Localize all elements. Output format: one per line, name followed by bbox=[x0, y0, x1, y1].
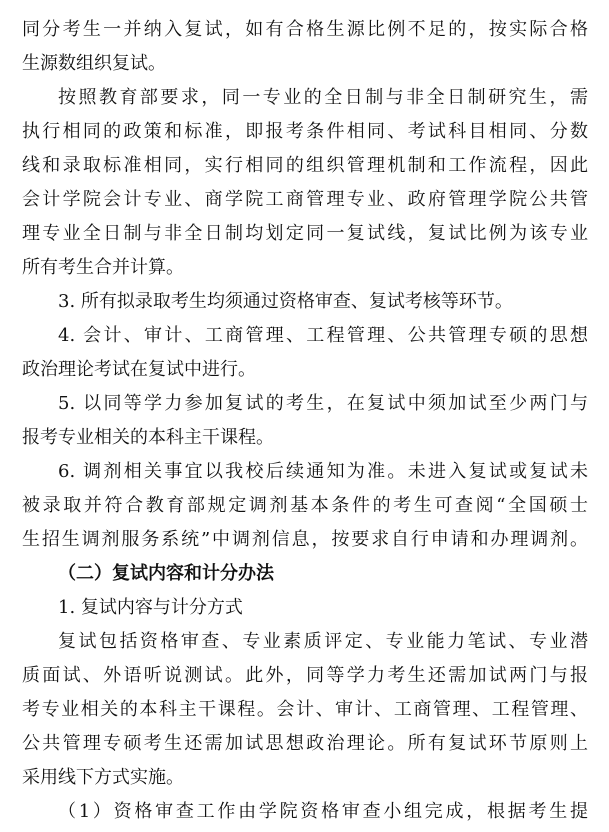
list-item: 3. 所有拟录取考生均须通过资格审查、复试考核等环节。 bbox=[58, 291, 513, 312]
paragraph-line: 政治理论考试在复试中进行。 bbox=[22, 359, 256, 380]
paragraph-line: 采用线下方式实施。 bbox=[22, 767, 184, 788]
paragraph-line: 考专业相关的本科主干课程。会计、审计、工商管理、工程管理、 bbox=[22, 699, 588, 720]
paragraph-line: 执行相同的政策和标准，即报考条件相同、考试科目相同、分数 bbox=[22, 121, 588, 142]
list-item: 6. 调剂相关事宜以我校后续通知为准。未进入复试或复试未 bbox=[58, 461, 588, 482]
list-item: 4. 会计、审计、工商管理、工程管理、公共管理专硕的思想 bbox=[58, 325, 588, 346]
paragraph-line: 生源数组织复试。 bbox=[22, 53, 166, 74]
paragraph-line: 质面试、外语听说测试。此外，同等学力考生还需加试两门与报 bbox=[22, 665, 588, 686]
paragraph-line: 公共管理专硕考生还需加试思想政治理论。所有复试环节原则上 bbox=[22, 733, 588, 754]
paragraph-line: 报考专业相关的本科主干课程。 bbox=[22, 427, 274, 448]
paragraph-line: 理专业全日制与非全日制均划定同一复试线，复试比例为该专业 bbox=[22, 223, 588, 244]
paragraph-line: 被录取并符合教育部规定调剂基本条件的考生可查阅“全国硕士 bbox=[22, 495, 588, 516]
list-item: 5. 以同等学力参加复试的考生，在复试中须加试至少两门与 bbox=[58, 393, 588, 414]
paragraph-line: 按照教育部要求，同一专业的全日制与非全日制研究生，需 bbox=[58, 87, 588, 108]
paragraph-line: 生招生调剂服务系统”中调剂信息，按要求自行申请和办理调剂。 bbox=[22, 529, 588, 550]
paragraph-line: 线和录取标准相同，实行相同的组织管理机制和工作流程，因此 bbox=[22, 155, 588, 176]
list-item: （1）资格审查工作由学院资格审查小组完成，根据考生提 bbox=[58, 801, 588, 822]
paragraph-line: 所有考生合并计算。 bbox=[22, 257, 184, 278]
section-heading: （二）复试内容和计分办法 bbox=[58, 563, 274, 584]
paragraph-line: 复试包括资格审查、专业素质评定、专业能力笔试、专业潜 bbox=[58, 631, 588, 652]
paragraph-line: 会计学院会计专业、商学院工商管理专业、政府管理学院公共管 bbox=[22, 189, 588, 210]
subsection-heading: 1. 复试内容与计分方式 bbox=[58, 597, 243, 618]
paragraph-line: 同分考生一并纳入复试，如有合格生源比例不足的，按实际合格 bbox=[22, 19, 588, 40]
